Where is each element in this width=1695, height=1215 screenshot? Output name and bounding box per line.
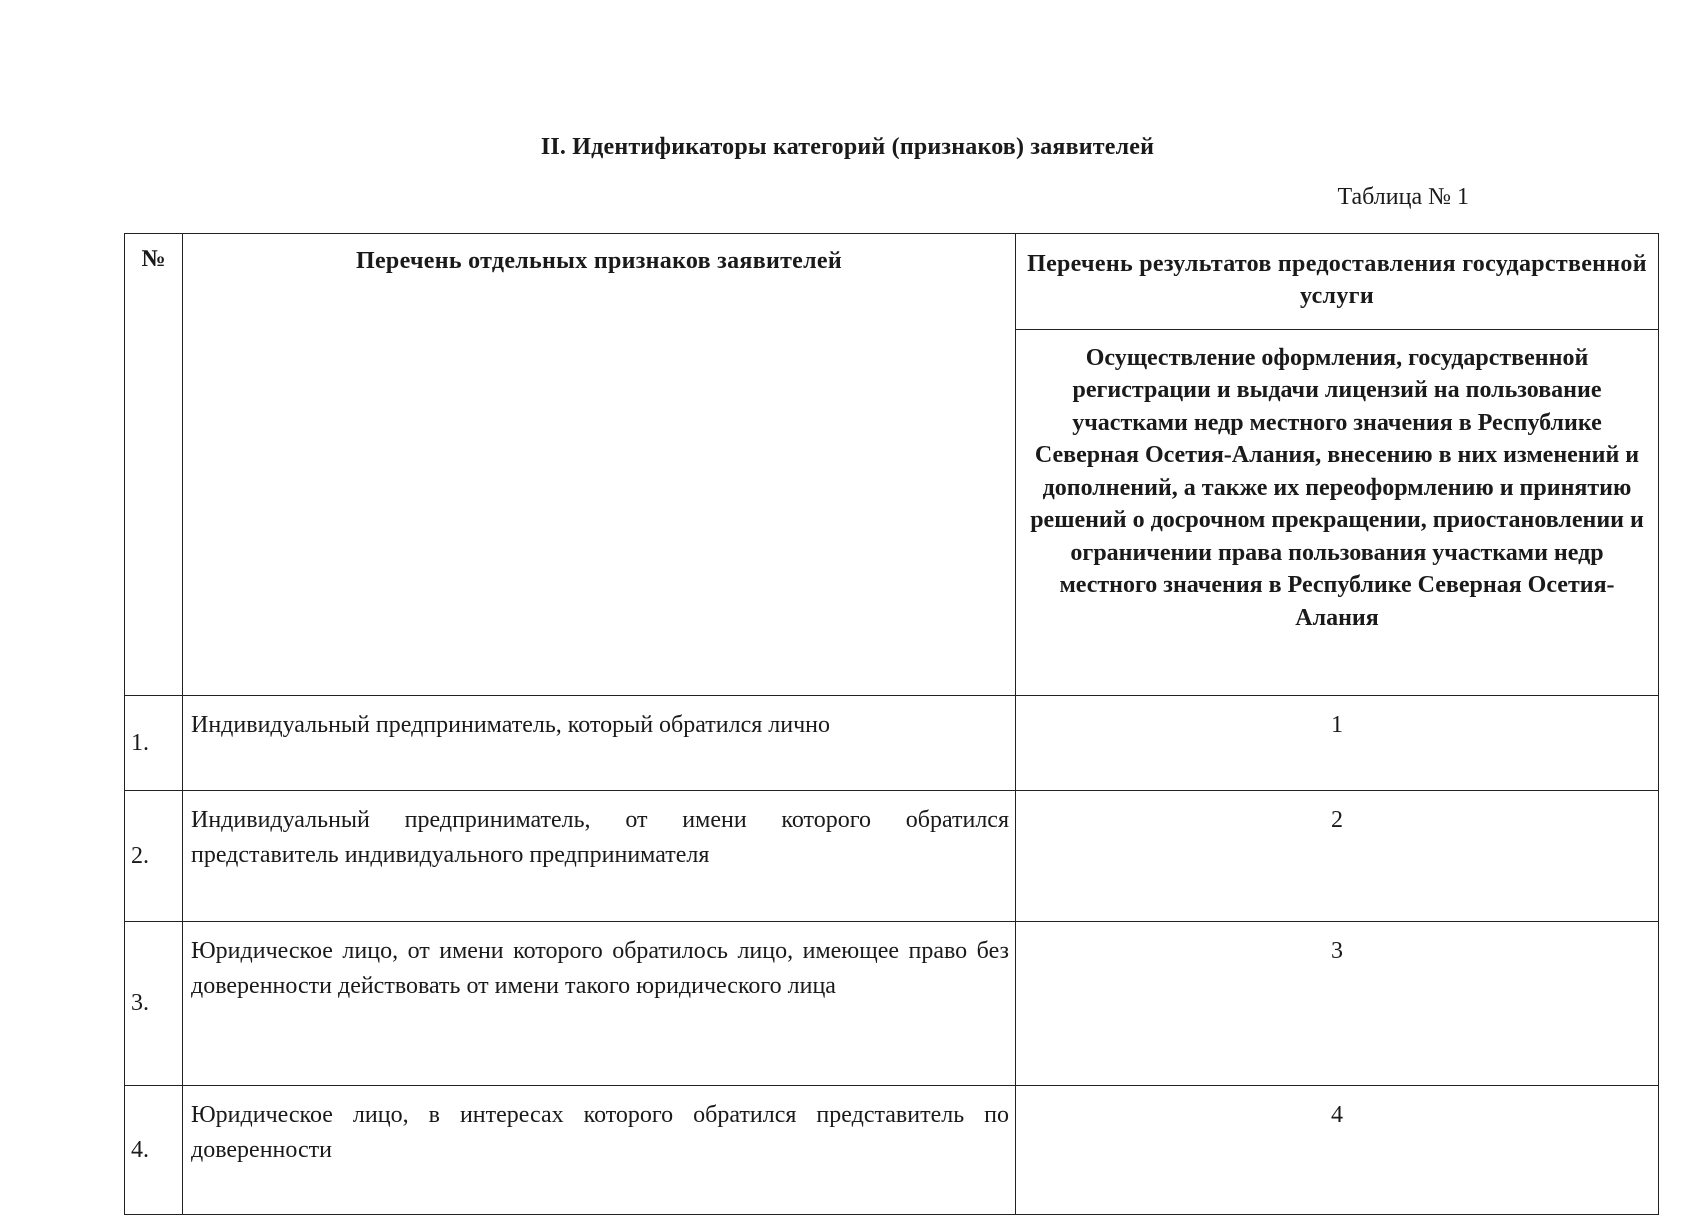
row-feature: Индивидуальный предприниматель, от имени которого обратился представитель индивидуального предпринимателя	[183, 791, 1016, 922]
row-feature: Юридическое лицо, от имени которого обратилось лицо, имеющее право без доверенности действовать от имени такого юридического лица	[183, 922, 1016, 1086]
table-row	[125, 922, 1659, 1086]
table-row	[125, 1086, 1659, 1215]
table-header-row	[125, 234, 1659, 330]
row-feature: Индивидуальный предприниматель, который обратился лично	[183, 696, 1016, 791]
table-caption: Таблица № 1	[1337, 184, 1469, 210]
row-result: 3	[1016, 922, 1659, 1086]
row-feature: Юридическое лицо, в интересах которого обратился представитель по доверенности	[183, 1086, 1016, 1215]
table-row	[125, 696, 1659, 791]
row-number: 1.	[125, 696, 183, 791]
header-features: Перечень отдельных признаков заявителей	[183, 234, 1016, 696]
row-result: 1	[1016, 696, 1659, 791]
row-result: 4	[1016, 1086, 1659, 1215]
row-number: 4.	[125, 1086, 183, 1215]
page-title: II. Идентификаторы категорий (признаков) заявителей	[540, 134, 1155, 160]
header-number: №	[125, 234, 183, 696]
applicant-categories-table	[124, 233, 1659, 1215]
row-number: 2.	[125, 791, 183, 922]
header-results-sub: Осуществление оформления, государственной регистрации и выдачи лицензий на пользование участками недр местного значения в Республике Северная Осетия-Алания, внесению в них изменений и дополнений, а также их переоформлению и принятию решений о досрочном прекращении, приостановлении и ограничении права пользования участками недр местного значения в Республике Северная Осетия-Алания	[1016, 329, 1659, 695]
row-result: 2	[1016, 791, 1659, 922]
header-results: Перечень результатов предоставления государственной услуги	[1016, 234, 1659, 330]
row-number: 3.	[125, 922, 183, 1086]
table-row	[125, 791, 1659, 922]
